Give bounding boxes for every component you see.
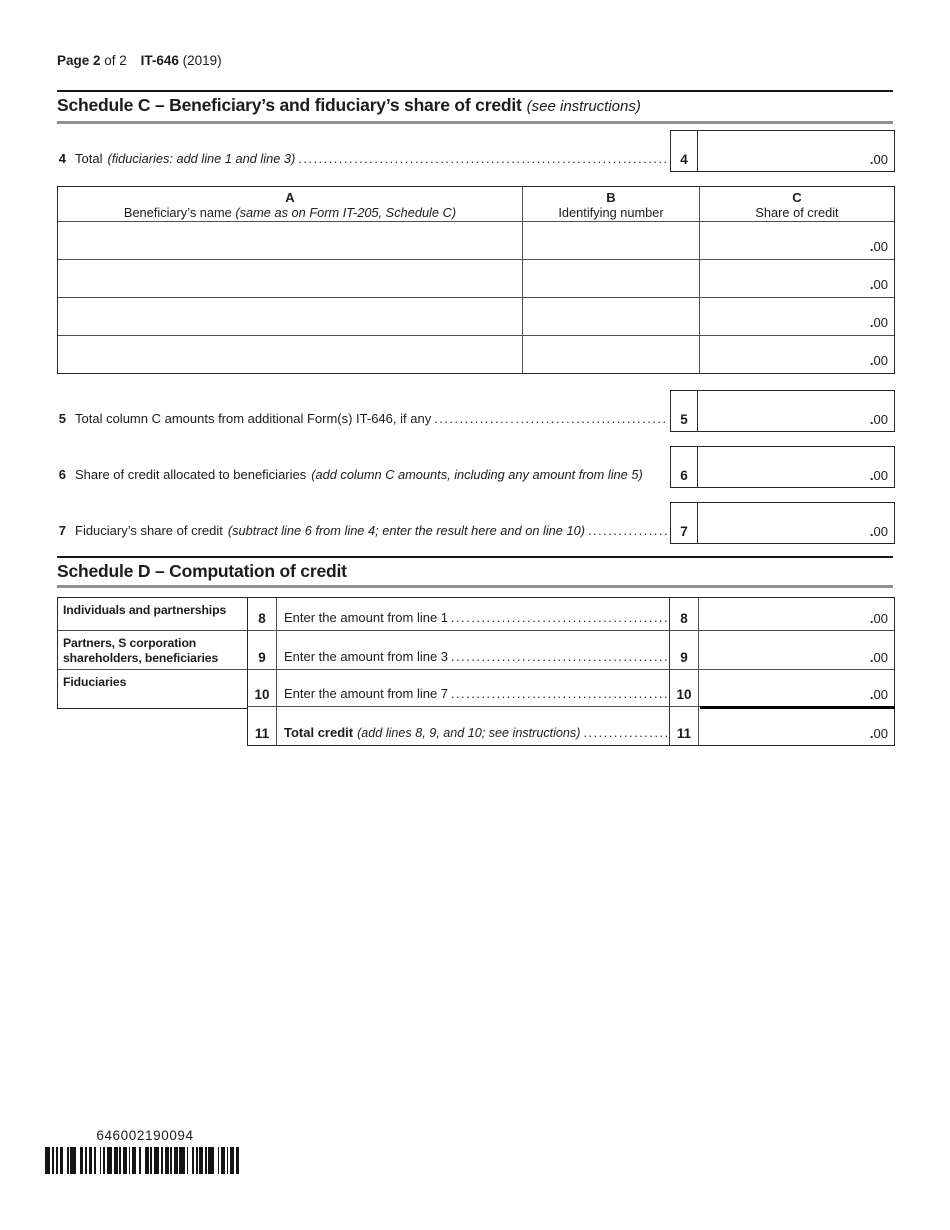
line-8-text: Enter the amount from line 1 bbox=[284, 610, 449, 625]
line-10-number: 10 bbox=[248, 669, 276, 706]
line-10-amount-field[interactable]: . 00 bbox=[698, 669, 894, 706]
line-9-amount-field[interactable]: . 00 bbox=[698, 630, 894, 669]
line-11-number: 11 bbox=[248, 706, 276, 745]
schedule-c-title bbox=[57, 95, 641, 116]
share-of-credit-field[interactable]: . 00 bbox=[699, 259, 894, 297]
col-a-title: Beneficiary’s name bbox=[123, 205, 232, 221]
beneficiary-table bbox=[57, 186, 895, 374]
line-11-text: Total credit bbox=[284, 725, 354, 740]
line-7-label bbox=[50, 502, 667, 544]
dotted-leader bbox=[434, 411, 667, 426]
share-of-credit-field[interactable]: . 00 bbox=[699, 297, 894, 335]
line-4-label bbox=[50, 130, 667, 172]
form-year: (2019) bbox=[182, 53, 222, 68]
col-a-letter: A bbox=[285, 190, 295, 205]
schedule-d-category-column bbox=[57, 597, 247, 709]
beneficiary-name-field[interactable] bbox=[58, 335, 522, 373]
col-c-letter: C bbox=[792, 190, 802, 205]
line-7-amount-field[interactable]: . 00 bbox=[869, 524, 888, 539]
line-7-text: Fiduciary’s share of credit bbox=[75, 523, 223, 538]
col-a-header bbox=[58, 187, 522, 221]
line-5-box-number: 5 bbox=[671, 391, 698, 431]
share-of-credit-field[interactable]: . 00 bbox=[699, 221, 894, 259]
line-8-amount-field[interactable]: . 00 bbox=[698, 598, 894, 630]
col-b-letter: B bbox=[606, 190, 616, 205]
line-7-box-number: 7 bbox=[671, 503, 698, 543]
category-fiduciaries: Fiduciaries bbox=[58, 669, 247, 706]
category-partners: Partners, S corporation shareholders, beneficiaries bbox=[58, 630, 247, 669]
page-header bbox=[57, 53, 222, 68]
line-11-box-number: 11 bbox=[669, 706, 698, 745]
line-11-desc bbox=[276, 706, 669, 745]
line-11-amount-field[interactable]: . 00 bbox=[698, 706, 894, 745]
schedule-d-bottom-rule bbox=[57, 585, 893, 588]
schedule-c-bottom-rule bbox=[57, 121, 893, 124]
beneficiary-name-field[interactable] bbox=[58, 221, 522, 259]
dotted-leader bbox=[588, 523, 667, 538]
dotted-leader bbox=[451, 610, 667, 625]
line-5-text: Total column C amounts from additional Form(s) IT-646, if any bbox=[75, 411, 432, 426]
col-b-header bbox=[522, 187, 699, 221]
schedule-d-title-text: Schedule D – Computation of credit bbox=[57, 561, 347, 581]
schedule-d-top-rule bbox=[57, 556, 893, 558]
line-10-box-number: 10 bbox=[669, 669, 698, 706]
form-id: IT-646 bbox=[140, 53, 179, 68]
line-6-box-number: 6 bbox=[671, 447, 698, 487]
line-4-amount-box bbox=[670, 130, 895, 172]
line-9-box-number: 9 bbox=[669, 630, 698, 669]
page-number: Page 2 bbox=[57, 53, 101, 68]
dotted-leader bbox=[583, 725, 667, 740]
line-11-note: (add lines 8, 9, and 10; see instructions) bbox=[357, 726, 581, 740]
beneficiary-name-field[interactable] bbox=[58, 259, 522, 297]
schedule-c-top-rule bbox=[57, 90, 893, 92]
line-6-amount-field[interactable]: . 00 bbox=[869, 468, 888, 483]
col-a-note: (same as on Form IT-205, Schedule C) bbox=[235, 205, 457, 221]
line-4-number: 4 bbox=[58, 151, 66, 166]
schedule-d-table bbox=[247, 597, 895, 746]
schedule-c-title-text: Schedule C – Beneficiary’s and fiduciary’s share of credit bbox=[57, 95, 522, 115]
line-8-box-number: 8 bbox=[669, 598, 698, 630]
line-9-desc bbox=[276, 630, 669, 669]
line-6-number: 6 bbox=[58, 467, 66, 482]
line-7-note: (subtract line 6 from line 4; enter the result here and on line 10) bbox=[227, 523, 585, 538]
line-6-amount-box bbox=[670, 446, 895, 488]
line-4-text: Total bbox=[75, 151, 103, 166]
line-6-label bbox=[50, 446, 667, 488]
dotted-leader bbox=[298, 151, 667, 166]
beneficiary-name-field[interactable] bbox=[58, 297, 522, 335]
line-5-label bbox=[50, 390, 667, 432]
line-6-text: Share of credit allocated to beneficiaries bbox=[75, 467, 307, 482]
line-10-amount-underline bbox=[700, 706, 895, 709]
line-4-amount-field[interactable]: . 00 bbox=[869, 152, 888, 167]
identifying-number-field[interactable] bbox=[522, 335, 699, 373]
barcode-number: 646002190094 bbox=[96, 1128, 194, 1143]
line-8-number: 8 bbox=[258, 611, 266, 626]
share-of-credit-field[interactable]: . 00 bbox=[699, 335, 894, 373]
identifying-number-field[interactable] bbox=[522, 259, 699, 297]
dotted-leader bbox=[451, 686, 667, 701]
line-10-desc bbox=[276, 669, 669, 706]
line-5-amount-box bbox=[670, 390, 895, 432]
line-6-note: (add column C amounts, including any amount from line 5) bbox=[311, 467, 643, 482]
line-9-text: Enter the amount from line 3 bbox=[284, 649, 449, 664]
barcode bbox=[45, 1147, 240, 1174]
line-7-number: 7 bbox=[58, 523, 66, 538]
col-b-title: Identifying number bbox=[558, 205, 664, 221]
col-c-title: Share of credit bbox=[755, 205, 839, 221]
category-individuals: Individuals and partnerships bbox=[63, 603, 227, 617]
col-c-header bbox=[699, 187, 894, 221]
page-of: of 2 bbox=[104, 53, 127, 68]
line-4-note: (fiduciaries: add line 1 and line 3) bbox=[107, 151, 296, 166]
identifying-number-field[interactable] bbox=[522, 221, 699, 259]
line-5-number: 5 bbox=[58, 411, 66, 426]
line-5-amount-field[interactable]: . 00 bbox=[869, 412, 888, 427]
line-7-amount-box bbox=[670, 502, 895, 544]
schedule-c-title-note: (see instructions) bbox=[526, 98, 641, 115]
line-10-text: Enter the amount from line 7 bbox=[284, 686, 449, 701]
dotted-leader bbox=[451, 649, 667, 664]
schedule-d-title bbox=[57, 561, 347, 582]
identifying-number-field[interactable] bbox=[522, 297, 699, 335]
line-8-desc bbox=[276, 598, 669, 630]
line-4-box-number: 4 bbox=[671, 131, 698, 171]
line-9-number: 9 bbox=[248, 630, 276, 669]
